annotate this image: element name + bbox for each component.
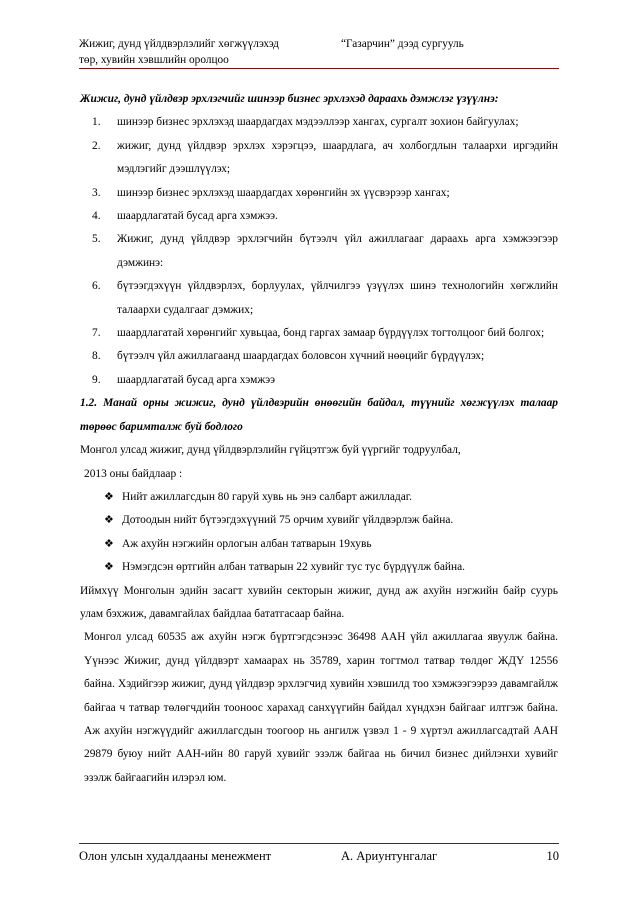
list-text: шаардлагатай бусад арга хэмжээ bbox=[117, 373, 275, 386]
list-number: 2. bbox=[92, 139, 101, 152]
list-item bbox=[80, 205, 558, 228]
list-text: жижиг, дунд үйлдвэр эрхлэх хэрэгцээ, шаардлага, ач холбогдлын талаархи иргэдийн мэдлэгийг дээшлүүлэх; bbox=[117, 139, 558, 176]
footer-author: А. Ариунтунгалаг bbox=[341, 849, 438, 863]
paragraph-1: Монгол улсад жижиг, дунд үйлдвэрлэлийн гүйцэтгэж буй үүргийг тодруулбал, bbox=[80, 444, 461, 457]
list-number: 6. bbox=[92, 280, 101, 293]
bullet-text: Нэмэгдсэн өртгийн албан татварын 22 хувийг тус тус бүрдүүлж байна. bbox=[122, 561, 465, 574]
footer-rule bbox=[79, 843, 559, 844]
page-header bbox=[79, 37, 559, 77]
list-text: шинээр бизнес эрхлэхэд шаардагдах хөрөнгийн эх үүсвэрээр хангах; bbox=[117, 186, 450, 199]
diamond-bullet-icon: ❖ bbox=[104, 490, 114, 503]
paragraph-1b: 2013 оны байдлаар : bbox=[84, 467, 183, 480]
header-left-line1: Жижиг, дунд үйлдвэрлэлийг хөгжүүлэхэд bbox=[79, 38, 279, 50]
diamond-bullet-icon: ❖ bbox=[104, 561, 114, 574]
list-text: бүтээлч үйл ажиллагаанд шаардагдах боловсон хүчний нөөцийг бүрдүүлэх; bbox=[117, 350, 485, 363]
list-text: шинээр бизнес эрхлэхэд шаардагдах мэдээллээр хангах, сургалт зохион байгуулах; bbox=[117, 116, 519, 129]
numbered-list bbox=[80, 111, 558, 392]
list-text: шаардлагатай хөрөнгийг хувьцаа, бонд гаргах замаар бүрдүүлэх тогтолцоог бий болгох; bbox=[117, 327, 545, 340]
paragraph-3: Монгол улсад 60535 аж ахуйн нэгж бүртгэгдсэнээс 36498 ААН үйл ажиллагаа явуулж байна. Үүнээс Жижиг, дунд үйлдвэрт хамаарах нь 35789, харин тогтмол татвар төлдөг ЖДҮ 12556 байна. Хэдийгээр жижиг, дунд үйлдвэр эрхлэгчид хувийн хэвшилд тоо хэмжээгээрээ давамгайлж байгаа ч татвар төлөгчдийн тооноос харахад санхүүгийн байдал хүндхэн байгааг илтгэж байна. Аж ахуйн нэгжүүдийг ажиллагсдын тоогоор нь ангилж үзвэл 1 - 9 хүртэл ажиллагсадтай ААН 29879 буюу нийт ААН-ийн 80 гаруй хувийг эзэлж байгаа нь бичил бизнес дийлэнхи хувийг эзэлж байгаагийн илэрэл юм. bbox=[84, 631, 558, 784]
page-body bbox=[80, 88, 558, 790]
list-item bbox=[80, 111, 558, 134]
list-number: 9. bbox=[92, 373, 101, 386]
list-number: 4. bbox=[92, 210, 101, 223]
list-item bbox=[80, 322, 558, 345]
list-number: 5. bbox=[92, 233, 101, 246]
list-text: Жижиг, дунд үйлдвэр эрхлэгчийн бүтээлч үйл ажиллагааг дараахь арга хэмжээгээр дэмжинэ: bbox=[117, 233, 558, 269]
diamond-bullet-icon: ❖ bbox=[104, 537, 114, 550]
footer-course: Олон улсын худалдааны менежмент bbox=[79, 849, 272, 863]
list-item bbox=[80, 182, 558, 205]
diamond-bullet-icon: ❖ bbox=[104, 514, 114, 527]
section-heading: 1.2. Манай орны жижиг, дунд үйлдвэрийн өнөөгийн байдал, түүнийг хөгжүүлэх талаар төрөөс баримталж буй бодлого bbox=[80, 397, 558, 433]
header-rule bbox=[79, 68, 559, 69]
header-left-line2: төр, хувийн хэвшлийн оролцоо bbox=[79, 53, 229, 66]
list-item bbox=[80, 135, 558, 182]
intro-heading: Жижиг, дунд үйлдвэр эрхлэгчийг шинээр бизнес эрхлэхэд дараахь дэмжлэг үзүүлнэ: bbox=[80, 93, 499, 105]
bullet-item bbox=[80, 533, 558, 556]
list-number: 8. bbox=[92, 350, 101, 363]
bullet-text: Дотоодын нийт бүтээгдэхүүний 75 орчим хувийг үйлдвэрлэж байна. bbox=[122, 514, 454, 527]
bullet-text: Нийт ажиллагсдын 80 гаруй хувь нь энэ салбарт ажилладаг. bbox=[122, 490, 412, 503]
page-footer bbox=[79, 847, 559, 867]
list-item bbox=[80, 228, 558, 275]
paragraph-2: Иймхүү Монголын эдийн засагт хувийн секторын жижиг, дунд аж ахуйн нэгжийн байр суурь улам бэхжиж, давамгайлах байдлаа бататгасаар байна. bbox=[80, 584, 558, 620]
list-number: 3. bbox=[92, 186, 101, 199]
list-item bbox=[80, 275, 558, 322]
bullet-text: Аж ахуйн нэгжийн орлогын албан татварын 19хувь bbox=[122, 537, 372, 550]
list-text: шаардлагатай бусад арга хэмжээ. bbox=[117, 210, 278, 223]
bullet-item bbox=[80, 509, 558, 532]
list-number: 1. bbox=[92, 116, 101, 129]
bullet-item bbox=[80, 556, 558, 579]
list-item bbox=[80, 345, 558, 368]
list-item bbox=[80, 369, 558, 392]
header-right: “Газарчин” дээд сургууль bbox=[341, 38, 464, 50]
bullet-list bbox=[80, 486, 558, 580]
list-number: 7. bbox=[92, 327, 101, 340]
header-left bbox=[79, 37, 279, 68]
bullet-item bbox=[80, 486, 558, 509]
list-text: бүтээгдэхүүн үйлдвэрлэх, борлуулах, үйлчилгээ үзүүлэх шинэ технологийн хөгжлийн талаархи судалгааг дэмжих; bbox=[117, 280, 558, 316]
page-number: 10 bbox=[546, 849, 559, 863]
